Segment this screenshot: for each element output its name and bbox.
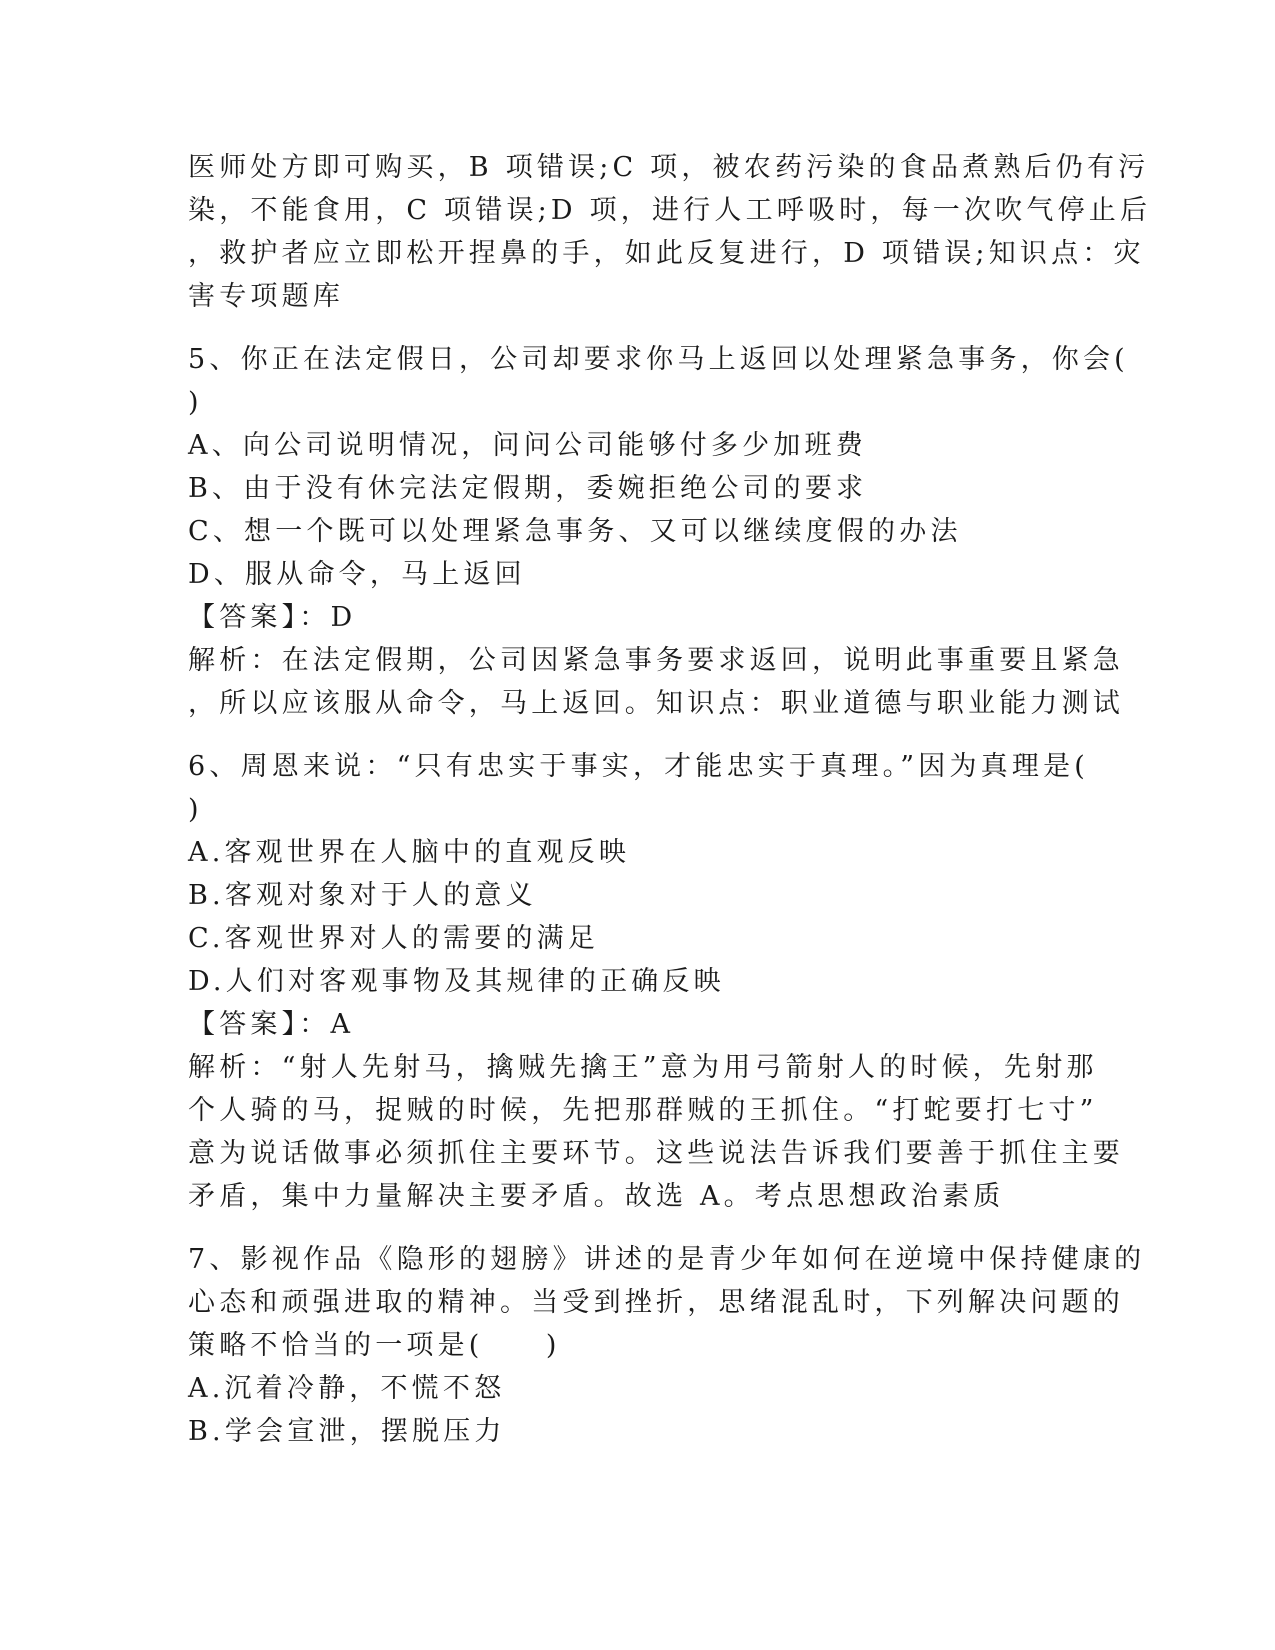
question-text: 策略不恰当的一项是( ) xyxy=(188,1330,561,1361)
analysis-line: 矛盾，集中力量解决主要矛盾。故选 A。考点思想政治素质 xyxy=(188,1181,1005,1212)
answer: 【答案】：D xyxy=(188,602,357,633)
analysis-line: 意为说话做事必须抓住主要环节。这些说法告诉我们要善于抓住主要 xyxy=(188,1138,1124,1169)
option-c: C、想一个既可以处理紧急事务、又可以继续度假的办法 xyxy=(188,516,962,547)
option-a: A.沉着冷静，不慌不怒 xyxy=(188,1373,506,1404)
answer: 【答案】：A xyxy=(188,1009,355,1040)
option-b: B.学会宣泄，摆脱压力 xyxy=(188,1416,506,1447)
question-text: 6、周恩来说：“只有忠实于事实，才能忠实于真理。”因为真理是( xyxy=(188,751,1090,782)
question-text: 5、你正在法定假日，公司却要求你马上返回以处理紧急事务，你会( xyxy=(188,344,1129,375)
option-a: A.客观世界在人脑中的直观反映 xyxy=(188,837,631,868)
option-b: B、由于没有休完法定假期，委婉拒绝公司的要求 xyxy=(188,473,868,504)
analysis-line: 个人骑的马，捉贼的时候，先把那群贼的王抓住。“打蛇要打七寸” xyxy=(188,1095,1098,1126)
option-a: A、向公司说明情况，问问公司能够付多少加班费 xyxy=(188,430,867,461)
previous-question-analysis xyxy=(188,146,1152,318)
question-text: 心态和顽强进取的精神。当受到挫折，思绪混乱时，下列解决问题的 xyxy=(188,1287,1124,1318)
question-text: 7、影视作品《隐形的翅膀》讲述的是青少年如何在逆境中保持健康的 xyxy=(188,1244,1146,1275)
analysis-line: 解析：在法定假期，公司因紧急事务要求返回，说明此事重要且紧急 xyxy=(188,645,1124,676)
option-b: B.客观对象对于人的意义 xyxy=(188,880,537,911)
question-text: ) xyxy=(188,387,203,418)
text-line: ，救护者应立即松开捏鼻的手，如此反复进行，D 项错误;知识点：灾 xyxy=(188,238,1145,269)
text-line: 医师处方即可购买，B 项错误;C 项，被农药污染的食品煮熟后仍有污 xyxy=(188,152,1150,183)
analysis-line: 解析：“射人先射马，擒贼先擒王”意为用弓箭射人的时候，先射那 xyxy=(188,1052,1098,1083)
question-text: ) xyxy=(188,794,203,825)
document-page xyxy=(188,146,1152,1453)
option-d: D.人们对客观事物及其规律的正确反映 xyxy=(188,966,725,997)
text-line: 害专项题库 xyxy=(188,281,344,312)
analysis-line: ，所以应该服从命令，马上返回。知识点：职业道德与职业能力测试 xyxy=(188,688,1124,719)
question-6 xyxy=(188,745,1124,1218)
question-5 xyxy=(188,338,1129,725)
option-d: D、服从命令，马上返回 xyxy=(188,559,526,590)
text-line: 染，不能食用，C 项错误;D 项，进行人工呼吸时，每一次吹气停止后 xyxy=(188,195,1152,226)
question-7 xyxy=(188,1238,1146,1453)
option-c: C.客观世界对人的需要的满足 xyxy=(188,923,600,954)
